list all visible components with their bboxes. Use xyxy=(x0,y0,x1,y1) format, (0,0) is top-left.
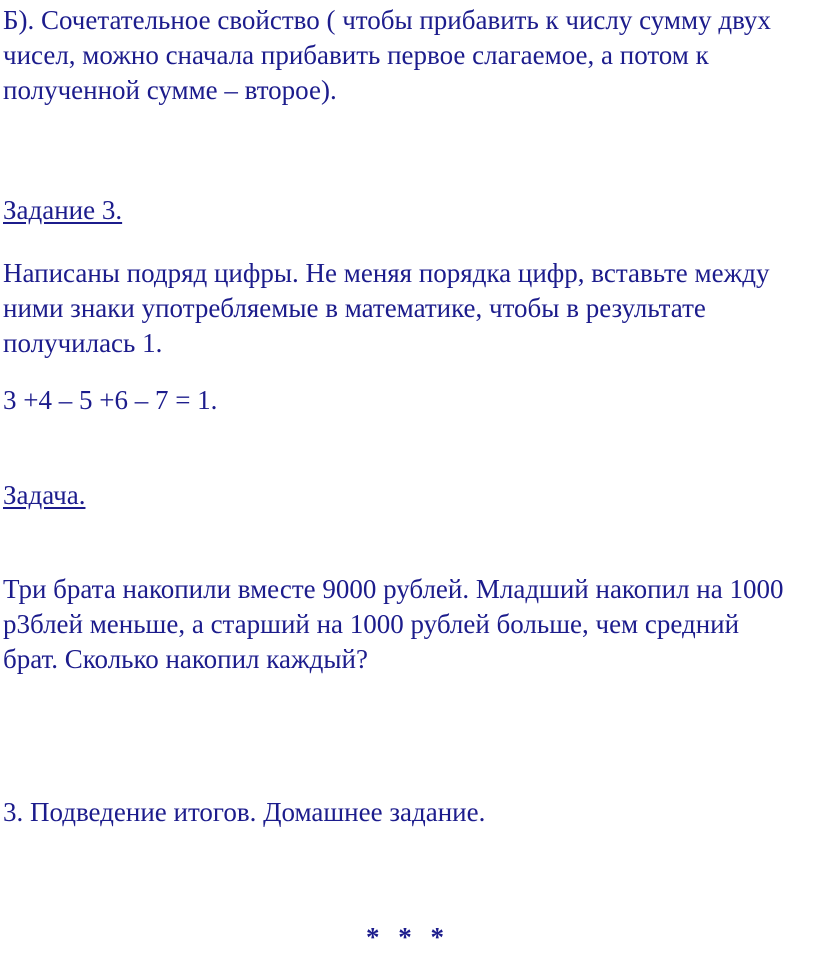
summary-block xyxy=(3,795,803,830)
property-b-line-2: чисел, можно сначала прибавить первое слагаемое, а потом к xyxy=(3,40,709,70)
property-b-line-3: полученной сумме – второе). xyxy=(3,75,337,105)
problem-heading-block xyxy=(3,478,803,513)
problem-line-1: Три брата накопили вместе 9000 рублей. Младший накопил на 1000 xyxy=(3,574,784,604)
problem-paragraph xyxy=(3,572,803,677)
summary-line: 3. Подведение итогов. Домашнее задание. xyxy=(3,797,486,827)
task3-line-3: получилась 1. xyxy=(3,328,163,358)
task3-heading-block xyxy=(3,193,803,228)
task3-heading: Задание 3. xyxy=(3,195,123,225)
problem-line-3: брат. Сколько накопил каждый? xyxy=(3,644,368,674)
task3-answer: 3 +4 – 5 +6 – 7 = 1. xyxy=(3,385,218,415)
task3-line-1: Написаны подряд цифры. Не меняя порядка цифр, вставьте между xyxy=(3,258,770,288)
problem-heading: Задача. xyxy=(3,480,86,510)
task3-line-2: ними знаки употребляемые в математике, чтобы в результате xyxy=(3,293,706,323)
problem-line-2: р3блей меньше, а старший на 1000 рублей больше, чем средний xyxy=(3,609,740,639)
property-b-line-1: Б). Сочетательное свойство ( чтобы прибавить к числу сумму двух xyxy=(3,5,771,35)
section-separator: * * * xyxy=(366,922,450,952)
property-b-paragraph xyxy=(3,3,803,108)
task3-answer-block xyxy=(3,383,803,418)
task3-paragraph xyxy=(3,256,803,361)
